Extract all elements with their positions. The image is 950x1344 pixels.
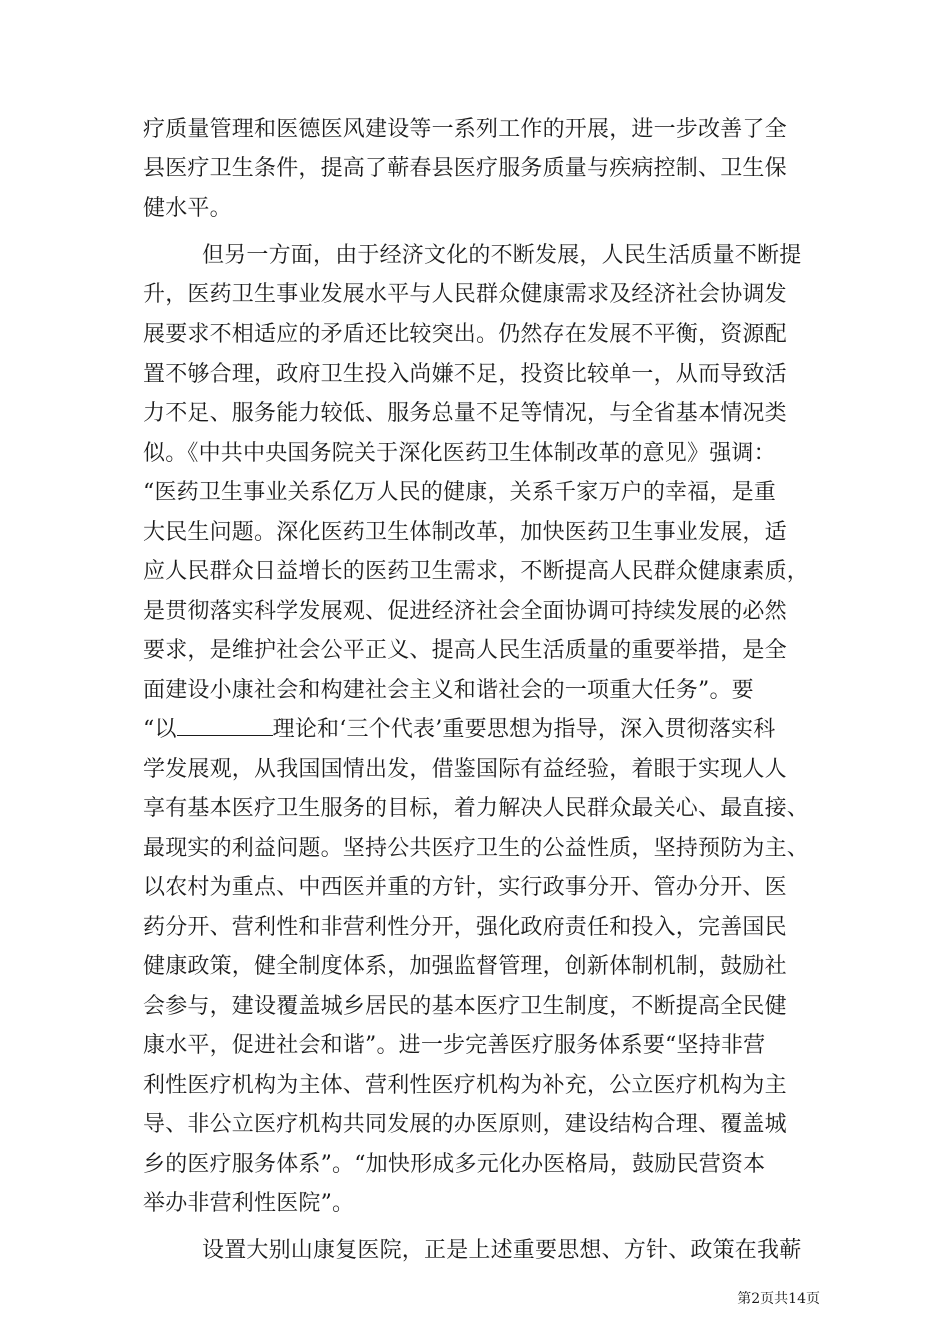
paragraph-line: 健水平。 (143, 196, 232, 221)
fill-in-blank (177, 717, 273, 736)
paragraph-line: 享有基本医疗卫生服务的目标，着力解决人民群众最关心、最直接、 (143, 796, 810, 821)
line-suffix: 理论和‘三个代表’重要思想为指导，深入贯彻落实科 (272, 717, 776, 742)
paragraph-line: 举办非营利性医院”。 (143, 1191, 355, 1216)
paragraph-line: 以农村为重点、中西医并重的方针，实行政事分开、管办分开、医 (143, 875, 787, 900)
page-number-footer: 第2页共14页 (737, 1291, 820, 1307)
paragraph-line: 利性医疗机构为主体、营利性医疗机构为补充，公立医疗机构为主 (143, 1073, 787, 1098)
paragraph-line: 升，医药卫生事业发展水平与人民群众健康需求及经济社会协调发 (143, 282, 787, 307)
paragraph-line: 大民生问题。深化医药卫生体制改革，加快医药卫生事业发展，适 (143, 520, 787, 545)
paragraph-line: 药分开、营利性和非营利性分开，强化政府责任和投入，完善国民 (143, 915, 787, 940)
paragraph-line: 力不足、服务能力较低、服务总量不足等情况，与全省基本情况类 (143, 401, 787, 426)
line-prefix: “以 (143, 717, 177, 742)
paragraph-line: 展要求不相适应的矛盾还比较突出。仍然存在发展不平衡，资源配 (143, 322, 787, 347)
paragraph-line: “医药卫生事业关系亿万人民的健康，关系千家万户的幸福，是重 (143, 480, 777, 505)
paragraph-line: 县医疗卫生条件，提高了蕲春县医疗服务质量与疾病控制、卫生保 (143, 156, 787, 181)
paragraph-line: 最现实的利益问题。坚持公共医疗卫生的公益性质，坚持预防为主、 (143, 836, 810, 861)
paragraph-line: 会参与，建设覆盖城乡居民的基本医疗卫生制度，不断提高全民健 (143, 994, 787, 1019)
paragraph-line: 导、非公立医疗机构共同发展的办医原则，建设结构合理、覆盖城 (143, 1112, 787, 1137)
paragraph-line: 是贯彻落实科学发展观、促进经济社会全面协调可持续发展的必然 (143, 599, 787, 624)
paragraph-line: 健康政策，健全制度体系，加强监督管理，创新体制机制，鼓励社 (143, 954, 787, 979)
paragraph-line: 学发展观，从我国国情出发，借鉴国际有益经验，着眼于实现人人 (143, 757, 787, 782)
paragraph-line: 置不够合理，政府卫生投入尚嫌不足，投资比较单一，从而导致活 (143, 362, 787, 387)
paragraph-line: 乡的医疗服务体系”。“加快形成多元化办医格局，鼓励民营资本 (143, 1152, 766, 1177)
paragraph-line: 要求，是维护社会公平正义、提高人民生活质量的重要举措，是全 (143, 638, 787, 663)
paragraph-line: 似。《中共中央国务院关于深化医药卫生体制改革的意见》强调： (143, 441, 776, 466)
paragraph-line: 设置大别山康复医院，正是上述重要思想、方针、政策在我蕲 (202, 1238, 802, 1263)
paragraph-line: 应人民群众日益增长的医药卫生需求，不断提高人民群众健康素质， (143, 559, 810, 584)
paragraph-line: 康水平，促进社会和谐”。进一步完善医疗服务体系要“坚持非营 (143, 1033, 766, 1058)
paragraph-line: 但另一方面，由于经济文化的不断发展，人民生活质量不断提 (202, 243, 802, 268)
paragraph-line: 面建设小康社会和构建社会主义和谐社会的一项重大任务”。要 (143, 678, 754, 703)
paragraph-line: 疗质量管理和医德医风建设等一系列工作的开展，进一步改善了全 (143, 117, 787, 142)
paragraph-line-with-blank (143, 716, 815, 744)
